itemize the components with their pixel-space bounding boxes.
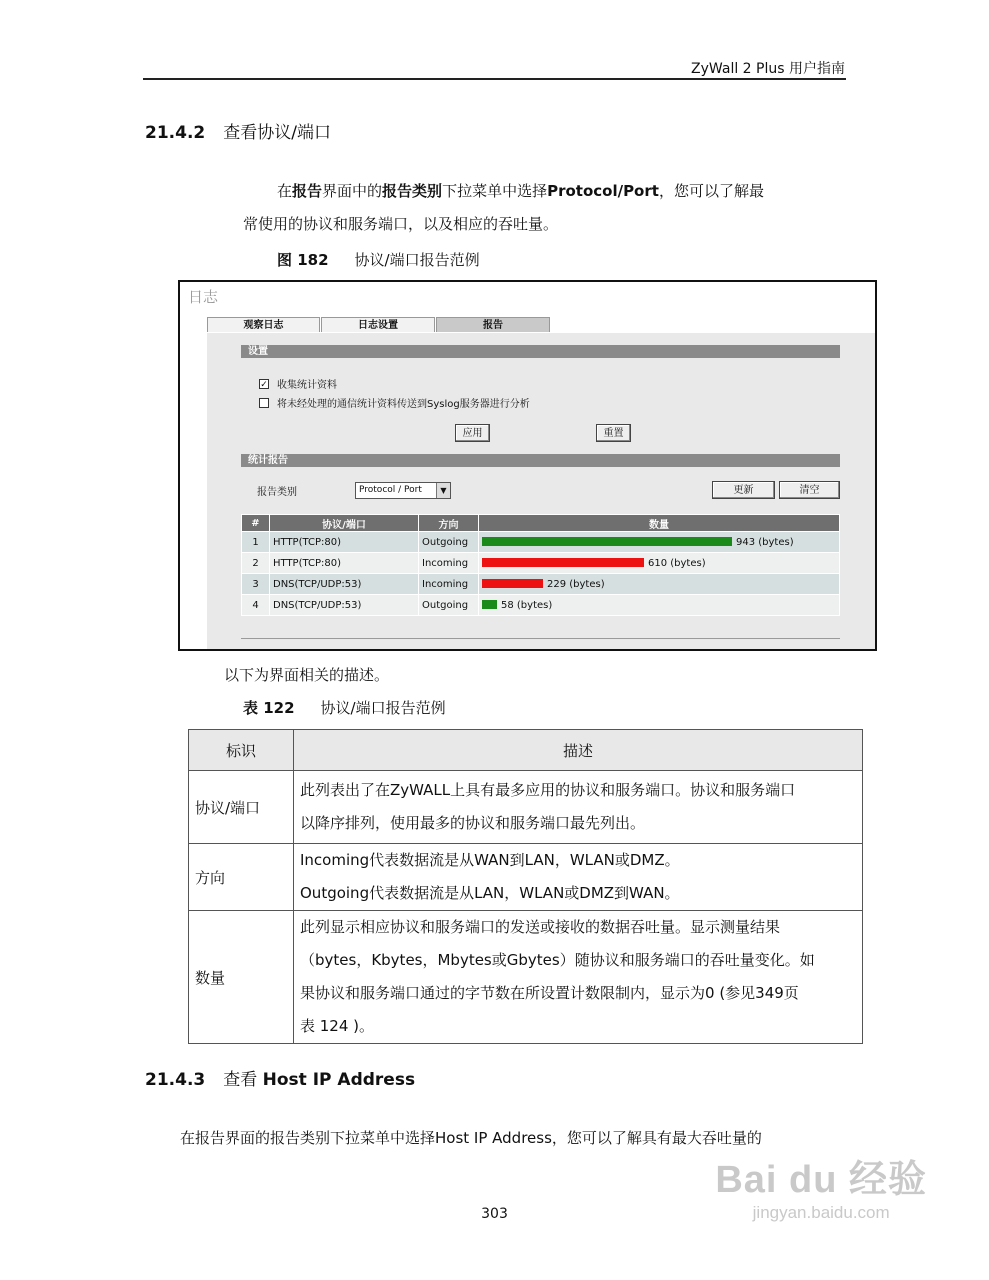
desc-line: Outgoing代表数据流是从LAN，WLAN或DMZ到WAN。 — [300, 884, 680, 902]
app-title: 日志 — [188, 288, 219, 306]
table-row — [189, 771, 863, 844]
row-direction: Incoming — [419, 574, 479, 595]
row-protocol: DNS(TCP/UDP:53) — [270, 574, 419, 595]
refresh-button[interactable]: 更新 — [712, 481, 775, 499]
desc-line: 表 124 )。 — [300, 1017, 375, 1035]
row-direction: Outgoing — [419, 595, 479, 616]
table-row — [189, 911, 863, 1044]
stats-header: 统计报告 — [241, 454, 840, 467]
figure-caption: 图 182 协议/端口报告范例 — [277, 251, 480, 269]
desc-label: 方向 — [189, 844, 294, 911]
desc-text — [294, 911, 863, 1044]
row-amount — [479, 574, 840, 595]
running-header: ZyWall 2 Plus 用户指南 — [691, 61, 845, 77]
row-index: 1 — [242, 532, 270, 553]
row-protocol: HTTP(TCP:80) — [270, 553, 419, 574]
page-number: 303 — [481, 1206, 508, 1222]
throughput-bar — [482, 558, 644, 567]
host-ip-paragraph: 在报告界面的报告类别下拉菜单中选择Host IP Address，您可以了解具有最大吞吐量的 — [180, 1129, 762, 1147]
row-index: 3 — [242, 574, 270, 595]
screenshot-figure — [178, 280, 877, 651]
throughput-label: 229 (bytes) — [547, 578, 605, 590]
desc-text — [294, 771, 863, 844]
tab-log-settings[interactable]: 日志设置 — [321, 317, 435, 332]
throughput-label: 610 (bytes) — [648, 557, 706, 569]
apply-button[interactable]: 应用 — [455, 424, 490, 442]
after-figure-text: 以下为界面相关的描述。 — [224, 666, 390, 684]
desc-line: （bytes，Kbytes，Mbytes或Gbytes）随协议和服务端口的吞吐量变化。如 — [300, 951, 815, 969]
throughput-label: 943 (bytes) — [736, 536, 794, 548]
description-table — [188, 729, 863, 1044]
row-index: 2 — [242, 553, 270, 574]
collect-stats-row — [259, 376, 337, 391]
report-type-select[interactable] — [355, 482, 451, 499]
baidu-watermark — [715, 1148, 927, 1223]
tab-reports[interactable]: 报告 — [436, 317, 550, 332]
table-row — [242, 532, 840, 553]
watermark-brand: Bai du 经验 — [715, 1159, 927, 1201]
report-type-label: 报告类别 — [257, 487, 297, 498]
row-amount — [479, 595, 840, 616]
col-direction: 方向 — [419, 515, 479, 532]
table-row — [242, 574, 840, 595]
reset-button[interactable]: 重置 — [596, 424, 631, 442]
desc-label: 数量 — [189, 911, 294, 1044]
col-index: # — [242, 515, 270, 532]
send-raw-label: 将未经处理的通信统计资料传送到Syslog服务器进行分析 — [277, 399, 530, 410]
desc-line: 果协议和服务端口通过的字节数在所设置计数限制内，显示为0 (参见349页 — [300, 984, 799, 1002]
row-amount — [479, 553, 840, 574]
desc-line: 此列显示相应协议和服务端口的发送或接收的数据吞吐量。显示测量结果 — [300, 918, 781, 936]
intro-line-1: 在报告界面中的报告类别下拉菜单中选择Protocol/Port，您可以了解最 — [277, 182, 764, 200]
throughput-bar — [482, 579, 543, 588]
desc-col-label: 标识 — [189, 730, 294, 771]
chevron-down-icon: ▼ — [436, 483, 450, 498]
desc-col-description: 描述 — [294, 730, 863, 771]
desc-text — [294, 844, 863, 911]
throughput-bar — [482, 537, 732, 546]
row-amount — [479, 532, 840, 553]
desc-line: 以降序排列，使用最多的协议和服务端口最先列出。 — [300, 814, 646, 832]
col-protocol: 协议/端口 — [270, 515, 419, 532]
throughput-label: 58 (bytes) — [501, 599, 553, 611]
row-direction: Incoming — [419, 553, 479, 574]
section-heading — [145, 118, 331, 143]
row-direction: Outgoing — [419, 532, 479, 553]
intro-line-2: 常使用的协议和服务端口，以及相应的吞吐量。 — [243, 215, 559, 233]
row-index: 4 — [242, 595, 270, 616]
section-title: 查看协议/端口 — [223, 123, 331, 143]
table-row — [242, 553, 840, 574]
section-title: 查看 Host IP Address — [223, 1070, 416, 1090]
watermark-url: jingyan.baidu.com — [752, 1203, 890, 1222]
table-row — [242, 595, 840, 616]
col-amount: 数量 — [479, 515, 840, 532]
desc-label: 协议/端口 — [189, 771, 294, 844]
row-protocol: HTTP(TCP:80) — [270, 532, 419, 553]
report-type-value: Protocol / Port — [359, 485, 422, 495]
send-raw-row — [259, 395, 530, 410]
settings-header: 设置 — [241, 345, 840, 358]
table-caption: 表 122 协议/端口报告范例 — [243, 699, 446, 717]
collect-stats-checkbox[interactable]: ✓ — [260, 379, 268, 390]
panel-divider — [241, 638, 840, 639]
desc-line: Incoming代表数据流是从WAN到LAN，WLAN或DMZ。 — [300, 851, 680, 869]
section-heading-2 — [145, 1065, 415, 1090]
flush-button[interactable]: 清空 — [779, 481, 840, 499]
row-protocol: DNS(TCP/UDP:53) — [270, 595, 419, 616]
tab-view-log[interactable]: 观察日志 — [207, 317, 320, 332]
report-panel — [207, 333, 875, 649]
desc-header-row — [189, 730, 863, 771]
stats-table-header — [242, 515, 840, 532]
table-row — [189, 844, 863, 911]
throughput-bar — [482, 600, 497, 609]
section-number: 21.4.3 — [145, 1070, 206, 1090]
stats-table — [241, 514, 840, 616]
send-raw-checkbox[interactable] — [259, 398, 269, 408]
desc-line: 此列表出了在ZyWALL上具有最多应用的协议和服务端口。协议和服务端口 — [300, 781, 796, 799]
header-rule — [143, 78, 846, 80]
section-number: 21.4.2 — [145, 123, 206, 143]
collect-stats-label: 收集统计资料 — [277, 380, 337, 391]
